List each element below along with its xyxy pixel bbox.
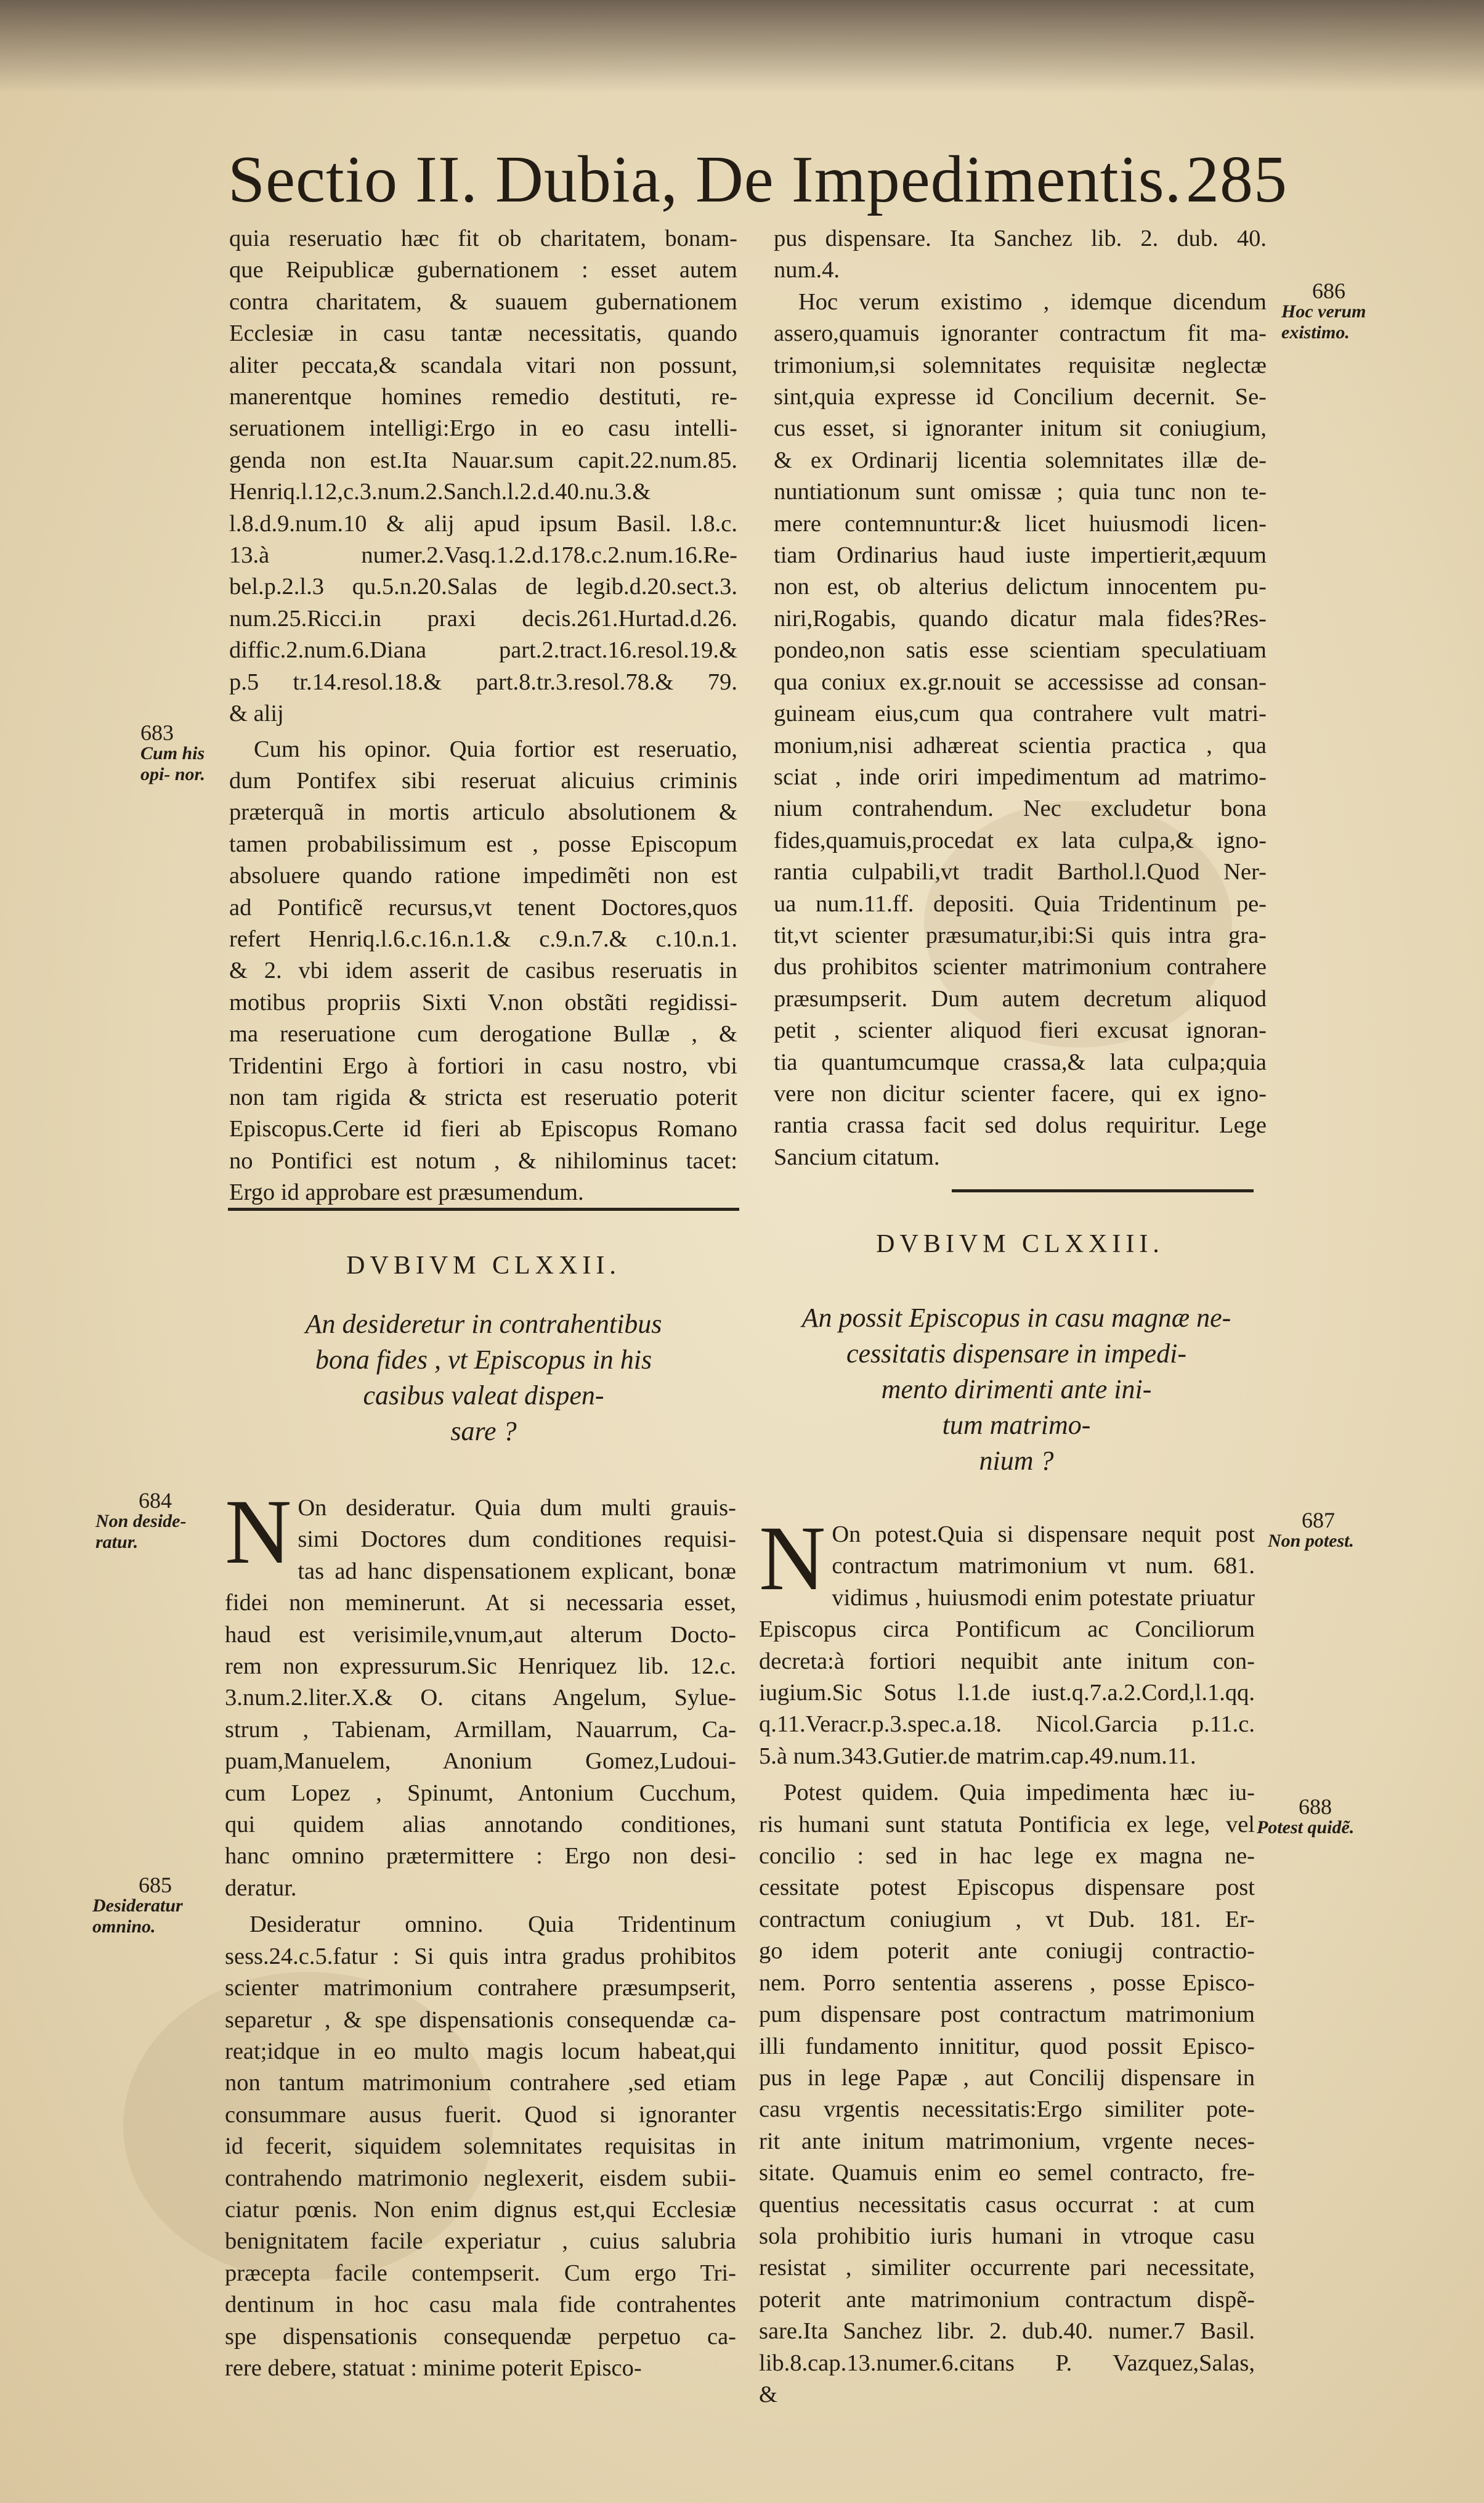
- paragraph-684: [225, 1481, 736, 1904]
- margin-note-687: [1268, 1510, 1379, 1552]
- text-line: 13.à numer.2.Vasq.1.2.d.178.c.2.num.16.Re-: [229, 542, 737, 569]
- text-line: nuntiationum sunt omissæ ; quia tunc non te-: [774, 479, 1267, 505]
- margin-number: 685: [139, 1873, 172, 1897]
- text-line: num.25.Ricci.in praxi decis.261.Hurtad.d.26.: [229, 605, 737, 632]
- text-line: niri,Rogabis, quando dicatur mala fides?Res-: [774, 605, 1267, 632]
- drop-cap: N: [225, 1481, 292, 1583]
- text-line: aliter peccata,& scandala vitari non possunt,: [229, 352, 737, 378]
- text-line: Desideratur omnino. Quia Tridentinum: [249, 1911, 736, 1938]
- text-line: seruationem intelligi:Ergo in eo casu intelli-: [229, 415, 737, 442]
- text-line: iugium.Sic Sotus l.1.de iust.q.7.a.2.Cord,l.1.qq.: [759, 1680, 1255, 1706]
- text-line: resistat , similiter occurrente pari necessitate,: [759, 2255, 1255, 2281]
- margin-number: 688: [1299, 1794, 1332, 1819]
- text-line: &: [759, 2381, 777, 2407]
- dubium-172-question: [234, 1306, 733, 1449]
- margin-note-688: [1257, 1796, 1380, 1838]
- text-line: id fecerit, siquidem solemnitates requisitas in: [225, 2133, 736, 2160]
- margin-text: Desideratur omnino.: [92, 1895, 183, 1937]
- text-line: contractum coniugium , vt Dub. 181. Er-: [759, 1906, 1255, 1932]
- text-line: 3.num.2.liter.X.& O. citans Angelum, Sylue-: [225, 1685, 736, 1711]
- text-line: diffic.2.num.6.Diana part.2.tract.16.resol.19.&: [229, 637, 737, 664]
- text-line: mere contemnuntur:& licet huiusmodi licen-: [774, 510, 1267, 537]
- text-line: nem. Porro sententia asserens , posse Episco-: [759, 1969, 1255, 1996]
- text-line: casu vrgentis necessitatis:Ergo similiter pote-: [759, 2096, 1255, 2123]
- section-rule-left: [228, 1208, 739, 1211]
- text-line: fides,quamuis,procedat ex lata culpa,& igno-: [774, 827, 1267, 853]
- text-line: ua num.11.ff. depositi. Quia Tridentinum pe-: [774, 890, 1267, 917]
- text-line: scienter matrimonium contrahere præsumpserit,: [225, 1975, 736, 2001]
- text-line: & ex Ordinarij licentia solemnitates illæ de-: [774, 447, 1267, 473]
- text-line: qui quidem alias annotando conditiones,: [225, 1812, 736, 1838]
- text-line: benignitatem facile experiatur , cuius salubria: [225, 2228, 736, 2255]
- question-line: An possit Episcopus in casu magnæ ne-: [801, 1303, 1231, 1333]
- text-line: concilio : sed in hac lege ex magna ne-: [759, 1843, 1255, 1870]
- text-line: Cum his opinor. Quia fortior est reseruatio,: [254, 736, 737, 762]
- text-line: contra charitatem, & suauem gubernationem: [229, 288, 737, 315]
- text-line: rantia crassa facit sed dolus requiritur. Lege: [774, 1112, 1267, 1139]
- text-line: contrahendo matrimonio neglexerit, eisdem subii-: [225, 2165, 736, 2191]
- text-line: rantia culpabili,vt tradit Barthol.l.Quod Ner-: [774, 859, 1267, 885]
- text-line: tas ad hanc dispensationem explicant, bonæ: [298, 1558, 736, 1584]
- text-line: strum , Tabienam, Armillam, Nauarrum, Ca-: [225, 1716, 736, 1743]
- text-line: Henriq.l.12,c.3.num.2.Sanch.l.2.d.40.nu.3.&: [229, 479, 651, 505]
- right-column-top: [774, 223, 1267, 1173]
- text-line: cessitate potest Episcopus dispensare post: [759, 1874, 1255, 1901]
- text-line: bel.p.2.l.3 qu.5.n.20.Salas de legib.d.20.sect.3.: [229, 574, 737, 600]
- text-line: Potest quidem. Quia impedimenta hæc iu-: [784, 1780, 1255, 1806]
- question-line: bona fides , vt Episcopus in his: [315, 1345, 652, 1375]
- text-line: pus dispensare. Ita Sanchez lib. 2. dub. 40.: [774, 226, 1267, 251]
- text-line: illi fundamento innititur, quod possit Episco-: [759, 2033, 1255, 2059]
- margin-text: Non deside- ratur.: [95, 1511, 187, 1552]
- text-line: spe dispensationis consequendæ perpetuo ca-: [225, 2323, 736, 2350]
- text-line: petit , scienter aliquod fieri excusat ignoran-: [774, 1017, 1267, 1044]
- dubium-173-heading: DVBIVM CLXXIII.: [876, 1230, 1164, 1258]
- margin-text: Potest quidẽ.: [1257, 1817, 1355, 1838]
- text-line: rere debere, statuat : minime poterit Episco-: [225, 2354, 642, 2381]
- text-line: quentius necessitatis casus occurrat : at cum: [759, 2191, 1255, 2218]
- margin-note-685: [92, 1874, 209, 1937]
- text-line: manerentque homines remedio destituti, re-: [229, 384, 737, 410]
- text-line: poterit ante matrimonium contractum dispẽ-: [759, 2286, 1255, 2313]
- text-line: que Reipublicæ gubernationem : esset autem: [229, 257, 737, 283]
- margin-number: 683: [140, 720, 174, 745]
- text-line: trimonium,si solemnitates requisitæ neglectæ: [774, 352, 1267, 378]
- text-line: go idem poterit ante coniugij contractio-: [759, 1938, 1255, 1964]
- text-line: dus prohibitos scienter matrimonium contrahere: [774, 954, 1267, 980]
- margin-note-684: [95, 1490, 213, 1553]
- text-line: non tam rigida & stricta est reseruatio poterit: [229, 1084, 737, 1110]
- text-line: Episcopus circa Pontificum ac Conciliorum: [759, 1616, 1255, 1643]
- text-line: guineam eius,cum qua contrahere vult matri-: [774, 701, 1267, 727]
- text-line: l.8.d.9.num.10 & alij apud ipsum Basil. l.8.c.: [229, 510, 737, 537]
- margin-text: Hoc verum existimo.: [1281, 301, 1366, 343]
- margin-text: Non potest.: [1268, 1531, 1355, 1551]
- text-line: ad Pontificẽ recursus,vt tenent Doctores,quos: [229, 894, 737, 921]
- text-line: lib.8.cap.13.numer.6.citans P. Vazquez,Salas,: [759, 2350, 1255, 2376]
- text-line: q.11.Veracr.p.3.spec.a.18. Nicol.Garcia p.11.c.: [759, 1711, 1255, 1738]
- text-line: separetur , & spe dispensationis consequendæ ca-: [225, 2006, 736, 2033]
- page-top-shadow: [0, 0, 1484, 92]
- text-line: ma reseruatione cum derogatione Bullæ , &: [229, 1021, 737, 1048]
- text-line: vere non dicitur scienter facere, qui ex igno-: [774, 1080, 1267, 1107]
- text-line: tamen probabilissimum est , posse Episcopum: [229, 831, 737, 857]
- page-number: 285: [1186, 143, 1287, 216]
- text-line: cum Lopez , Spinumt, Antonium Cucchum,: [225, 1780, 736, 1806]
- text-line: decreta:à fortiori nequibit ante initum con-: [759, 1648, 1255, 1674]
- text-line: On desideratur. Quia dum multi grauis-: [298, 1495, 736, 1521]
- margin-note-686: [1281, 280, 1398, 343]
- question-line: sare ?: [450, 1416, 517, 1446]
- text-line: no Pontifici est notum , & nihilominus tacet:: [229, 1147, 737, 1174]
- text-line: deratur.: [225, 1874, 297, 1901]
- paragraph-gap: [759, 1772, 1255, 1777]
- text-line: præsumpserit. Dum autem decretum aliquod: [774, 985, 1267, 1012]
- text-line: hanc omnino prætermittere : Ergo non desi-: [225, 1843, 736, 1870]
- text-line: sitate. Quamuis enim eo semel contracto, fre-: [759, 2160, 1255, 2186]
- text-line: 5.à num.343.Gutier.de matrim.cap.49.num.11.: [759, 1743, 1196, 1769]
- text-line: dum Pontifex sibi reseruat alicuius criminis: [229, 767, 737, 794]
- margin-note-683: [140, 722, 214, 785]
- text-line: assero,quamuis ignoranter contractum fit ma-: [774, 320, 1267, 347]
- text-line: Ecclesiæ in casu tantæ necessitatis, quando: [229, 320, 737, 347]
- question-line: cessitatis dispensare in impedi-: [846, 1338, 1186, 1369]
- right-column-bottom: [759, 1507, 1255, 2411]
- text-line: On potest.Quia si dispensare nequit post: [832, 1521, 1255, 1547]
- running-header: [228, 142, 1287, 222]
- text-line: puam,Manuelem, Anonium Gomez,Ludoui-: [225, 1748, 736, 1775]
- dubium-173-question: [764, 1300, 1269, 1479]
- paragraph-gap: [225, 1904, 736, 1909]
- text-line: motibus propriis Sixti V.non obstãti regidissi-: [229, 989, 737, 1015]
- question-line: nium ?: [979, 1446, 1054, 1476]
- text-line: genda non est.Ita Nauar.sum capit.22.num.85.: [229, 447, 737, 473]
- text-line: refert Henriq.l.6.c.16.n.1.& c.9.n.7.& c.10.n.1.: [229, 926, 737, 952]
- text-line: præterquã in mortis articulo absolutionem &: [229, 799, 737, 826]
- text-line: cus esset, si ignoranter initum sit coniugium,: [774, 415, 1267, 442]
- text-line: tia quantumcumque crassa,& lata culpa;quia: [774, 1049, 1267, 1075]
- margin-text: Cum his opi- nor.: [140, 743, 206, 784]
- text-line: ciatur pœnis. Non enim dignus est,qui Ecclesiæ: [225, 2196, 736, 2223]
- margin-number: 686: [1312, 279, 1345, 303]
- text-line: contractum matrimonium vt num. 681.: [832, 1553, 1255, 1579]
- text-line: & alij: [229, 701, 284, 727]
- question-line: casibus valeat dispen-: [363, 1380, 604, 1410]
- text-line: tiam Ordinarius haud iuste impertierit,æquum: [774, 542, 1267, 569]
- text-line: Sancium citatum.: [774, 1144, 940, 1170]
- text-line: vidimus , huiusmodi enim potestate priuatur: [832, 1584, 1255, 1611]
- text-line: sciat , inde oriri impedimentum ad matrimo-: [774, 763, 1267, 790]
- left-column-top: [229, 223, 737, 1209]
- text-line: dentinum in hoc casu mala fide contrahentes: [225, 2292, 736, 2318]
- text-line: fidei non meminerunt. At si necessaria esset,: [225, 1590, 736, 1616]
- text-line: sess.24.c.5.fatur : Si quis intra gradus prohibitos: [225, 1943, 736, 1969]
- text-line: Episcopus.Certe id fieri ab Episcopus Romano: [229, 1116, 737, 1142]
- left-column-bottom: [225, 1481, 736, 2384]
- question-line: tum matrimo-: [942, 1410, 1091, 1440]
- text-line: sint,quia expresse id Concilium decernit. Se-: [774, 384, 1267, 410]
- text-line: reat;idque in eo multo magis locum habeat,qui: [225, 2038, 736, 2064]
- text-line: simi Doctores dum conditiones requisi-: [298, 1526, 736, 1553]
- text-line: non tantum matrimonium contrahere ,sed etiam: [225, 2070, 736, 2096]
- section-rule-right: [952, 1189, 1254, 1192]
- text-line: p.5 tr.14.resol.18.& part.8.tr.3.resol.78.& 79.: [229, 669, 737, 695]
- text-line: absoluere quando ratione impedimẽti non est: [229, 863, 737, 889]
- text-line: pum dispensare post contractum matrimonium: [759, 2001, 1255, 2028]
- text-line: Hoc verum existimo , idemque dicendum: [798, 288, 1267, 315]
- dubium-172-heading: DVBIVM CLXXII.: [346, 1252, 621, 1280]
- text-line: & 2. vbi idem asserit de casibus reseruatis in: [229, 958, 737, 984]
- text-line: tit,vt scienter præsumatur,ibi:Si quis intra gra-: [774, 922, 1267, 948]
- paragraph-687: [759, 1507, 1255, 1772]
- text-line: sare.Ita Sanchez libr. 2. dub.40. numer.7 Basil.: [759, 2318, 1255, 2345]
- text-line: rem non expressurum.Sic Henriquez lib. 12.c.: [225, 1653, 736, 1680]
- text-line: sola prohibitio iuris humani in vtroque casu: [759, 2223, 1255, 2249]
- text-line: monium,nisi adhæreat scientia practica , qua: [774, 732, 1267, 759]
- text-line: Tridentini Ergo à fortiori in casu nostro, vbi: [229, 1052, 737, 1079]
- drop-cap: N: [759, 1507, 826, 1610]
- text-line: præcepta facile contempserit. Cum ergo Tri-: [225, 2260, 736, 2286]
- text-line: rit ante initum matrimonium, vrgente neces-: [759, 2128, 1255, 2154]
- text-line: pondeo,non satis esse scientiam speculatiuam: [774, 637, 1267, 664]
- text-line: qua coniux ex.gr.nouit se accessisse ad consan-: [774, 669, 1267, 695]
- text-line: Ergo id approbare est præsumendum.: [229, 1179, 584, 1206]
- question-line: An desideretur in contrahentibus: [305, 1309, 662, 1339]
- text-line: pus in lege Papæ , aut Concilij dispensare in: [759, 2064, 1255, 2091]
- text-line: ris humani sunt statuta Pontificia ex lege, vel: [759, 1811, 1255, 1838]
- text-line: quia reseruatio hæc fit ob charitatem, bonam-: [229, 226, 737, 251]
- text-line: haud est verisimile,vnum,aut alterum Docto-: [225, 1621, 736, 1648]
- margin-number: 684: [139, 1488, 172, 1513]
- text-line: nium contrahendum. Nec excludetur bona: [774, 796, 1267, 822]
- text-line: num.4.: [774, 257, 840, 283]
- question-line: mento dirimenti ante ini-: [881, 1374, 1152, 1404]
- text-line: non est, ob alterius delictum innocentem pu-: [774, 574, 1267, 600]
- margin-number: 687: [1302, 1508, 1335, 1532]
- text-line: consummare ausus fuerit. Quod si ignoranter: [225, 2101, 736, 2128]
- running-title: Sectio II. Dubia, De Impedimentis.: [228, 143, 1182, 216]
